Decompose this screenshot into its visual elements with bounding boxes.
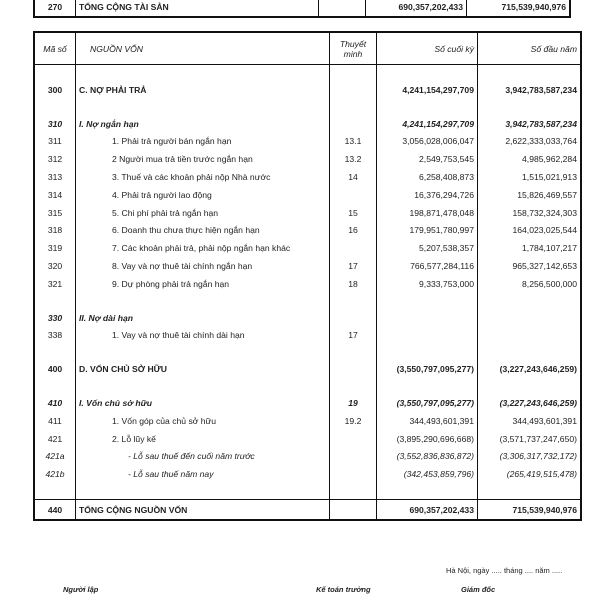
row-end-value: (3,552,836,836,872) <box>377 448 478 466</box>
row-name: C. NỢ PHẢI TRẢ <box>76 81 330 99</box>
row-end-value: (3,895,290,696,668) <box>377 430 478 448</box>
row-name: 7. Các khoản phải trả, phải nộp ngắn hạn khác <box>76 239 330 257</box>
row-begin-value: 4,985,962,284 <box>478 150 582 168</box>
row-end-value: 16,376,294,726 <box>377 186 478 204</box>
row-note <box>330 239 377 257</box>
row-name: 1. Vay và nợ thuê tài chính dài hạn <box>76 327 330 345</box>
table-row <box>34 448 581 466</box>
row-note <box>319 0 366 17</box>
row-code: 440 <box>34 500 76 521</box>
row-note: 19 <box>330 394 377 412</box>
row-end-value: 2,549,753,545 <box>377 150 478 168</box>
table-row <box>34 204 581 222</box>
table-row <box>34 412 581 430</box>
row-note: 14 <box>330 168 377 186</box>
row-begin-value <box>478 327 582 345</box>
director-signature-label: Giám đốc <box>461 585 496 594</box>
spacer <box>34 378 581 394</box>
row-code: 410 <box>34 394 76 412</box>
table-row <box>34 168 581 186</box>
row-end-value: 4,241,154,297,709 <box>377 81 478 99</box>
preparer-signature-label: Người lập <box>63 585 99 594</box>
table-row <box>34 81 581 99</box>
table-row <box>34 186 581 204</box>
row-end-value: 4,241,154,297,709 <box>377 115 478 133</box>
row-begin-value: 8,256,500,000 <box>478 275 582 293</box>
row-code: 330 <box>34 309 76 327</box>
row-code: 315 <box>34 204 76 222</box>
row-code: 270 <box>34 0 76 17</box>
row-code: 400 <box>34 360 76 378</box>
row-begin-value: 1,784,107,217 <box>478 239 582 257</box>
row-begin-value: 3,942,783,587,234 <box>478 81 582 99</box>
row-code: 300 <box>34 81 76 99</box>
row-name: - Lỗ sau thuế đến cuối năm trước <box>76 448 330 466</box>
header-note-line1: Thuyết <box>339 38 367 49</box>
row-name: 1. Phải trả người bán ngắn hạn <box>76 133 330 151</box>
table-row <box>34 309 581 327</box>
header-note <box>330 32 377 65</box>
table-row <box>34 133 581 151</box>
row-begin-value <box>478 309 582 327</box>
row-name: II. Nợ dài hạn <box>76 309 330 327</box>
spacer <box>34 65 581 82</box>
row-note: 17 <box>330 257 377 275</box>
row-note: 16 <box>330 222 377 240</box>
row-begin-value: 15,826,469,557 <box>478 186 582 204</box>
row-begin-value: (3,306,317,732,172) <box>478 448 582 466</box>
header-name: NGUỒN VỐN <box>76 32 330 65</box>
row-end-value: 198,871,478,048 <box>377 204 478 222</box>
row-name: 9. Dự phòng phải trả ngắn hạn <box>76 275 330 293</box>
row-note <box>330 309 377 327</box>
row-end-value: 5,207,538,357 <box>377 239 478 257</box>
header-note-line2: minh <box>343 48 363 59</box>
row-end-value: 690,357,202,433 <box>366 0 467 17</box>
table-row <box>34 115 581 133</box>
row-note <box>330 81 377 99</box>
row-end-value: (3,550,797,095,277) <box>377 394 478 412</box>
row-end-value <box>377 309 478 327</box>
row-note: 13.1 <box>330 133 377 151</box>
place-date: Hà Nội, ngày ..... tháng .... năm ..... <box>446 566 563 575</box>
row-name: TỔNG CỘNG TÀI SẢN <box>76 0 319 17</box>
row-begin-value: 158,732,324,303 <box>478 204 582 222</box>
table-row <box>34 150 581 168</box>
row-name: I. Vốn chủ sở hữu <box>76 394 330 412</box>
header-code: Mã số <box>34 32 76 65</box>
row-code: 321 <box>34 275 76 293</box>
table-row <box>34 257 581 275</box>
row-name: 2. Lỗ lũy kế <box>76 430 330 448</box>
row-name: TỔNG CỘNG NGUỒN VỐN <box>76 500 330 521</box>
row-code: 421a <box>34 448 76 466</box>
row-code: 421 <box>34 430 76 448</box>
row-code: 313 <box>34 168 76 186</box>
row-begin-value: 2,622,333,033,764 <box>478 133 582 151</box>
row-note <box>330 430 377 448</box>
row-note: 18 <box>330 275 377 293</box>
row-note: 17 <box>330 327 377 345</box>
row-end-value: (3,550,797,095,277) <box>377 360 478 378</box>
row-note: 15 <box>330 204 377 222</box>
row-code: 319 <box>34 239 76 257</box>
row-begin-value: 3,942,783,587,234 <box>478 115 582 133</box>
row-name: 3. Thuế và các khoản phải nộp Nhà nước <box>76 168 330 186</box>
row-end-value: 3,056,028,006,047 <box>377 133 478 151</box>
total-row <box>34 500 581 521</box>
table-header <box>34 32 581 65</box>
row-code: 314 <box>34 186 76 204</box>
row-code: 311 <box>34 133 76 151</box>
row-end-value: 344,493,601,391 <box>377 412 478 430</box>
row-note: 19.2 <box>330 412 377 430</box>
row-begin-value: (3,227,243,646,259) <box>478 394 582 412</box>
row-name: D. VỐN CHỦ SỞ HỮU <box>76 360 330 378</box>
row-end-value: 690,357,202,433 <box>377 500 478 521</box>
table-row <box>34 360 581 378</box>
capital-sources-table <box>33 31 582 521</box>
row-code: 310 <box>34 115 76 133</box>
row-begin-value: 1,515,021,913 <box>478 168 582 186</box>
row-end-value: 179,951,780,997 <box>377 222 478 240</box>
spacer <box>34 483 581 500</box>
row-begin-value: 715,539,940,976 <box>467 0 571 17</box>
row-note <box>330 115 377 133</box>
table-row <box>34 394 581 412</box>
row-end-value <box>377 327 478 345</box>
header-end: Số cuối kỳ <box>377 32 478 65</box>
assets-total-row <box>34 0 570 17</box>
row-code: 320 <box>34 257 76 275</box>
row-begin-value: (265,419,515,478) <box>478 465 582 483</box>
table-row <box>34 465 581 483</box>
table-row <box>34 239 581 257</box>
row-note <box>330 465 377 483</box>
row-name: 1. Vốn góp của chủ sở hữu <box>76 412 330 430</box>
row-name: 8. Vay và nợ thuê tài chính ngắn hạn <box>76 257 330 275</box>
row-name: I. Nợ ngắn hạn <box>76 115 330 133</box>
row-note <box>330 360 377 378</box>
spacer <box>34 293 581 309</box>
row-note <box>330 448 377 466</box>
row-code: 338 <box>34 327 76 345</box>
row-note <box>330 500 377 521</box>
row-end-value: 6,258,408,873 <box>377 168 478 186</box>
table-row <box>34 275 581 293</box>
row-note <box>330 186 377 204</box>
row-name: 6. Doanh thu chưa thực hiện ngắn hạn <box>76 222 330 240</box>
row-begin-value: 715,539,940,976 <box>478 500 582 521</box>
row-end-value: 766,577,284,116 <box>377 257 478 275</box>
row-note: 13.2 <box>330 150 377 168</box>
row-begin-value: 344,493,601,391 <box>478 412 582 430</box>
row-begin-value: 965,327,142,653 <box>478 257 582 275</box>
row-end-value: 9,333,753,000 <box>377 275 478 293</box>
row-begin-value: (3,227,243,646,259) <box>478 360 582 378</box>
row-code: 318 <box>34 222 76 240</box>
row-name: 4. Phải trả người lao động <box>76 186 330 204</box>
chief-accountant-signature-label: Kế toán trưởng <box>316 585 371 594</box>
row-begin-value: 164,023,025,544 <box>478 222 582 240</box>
row-code: 421b <box>34 465 76 483</box>
table-row <box>34 327 581 345</box>
assets-total-table <box>33 0 571 18</box>
row-name: 2 Người mua trả tiền trước ngắn hạn <box>76 150 330 168</box>
table-row <box>34 430 581 448</box>
row-code: 411 <box>34 412 76 430</box>
row-name: - Lỗ sau thuế năm nay <box>76 465 330 483</box>
table-row <box>34 222 581 240</box>
row-name: 5. Chi phí phải trả ngắn hạn <box>76 204 330 222</box>
row-code: 312 <box>34 150 76 168</box>
row-end-value: (342,453,859,796) <box>377 465 478 483</box>
spacer <box>34 99 581 115</box>
row-begin-value: (3,571,737,247,650) <box>478 430 582 448</box>
header-begin: Số đầu năm <box>478 32 582 65</box>
spacer <box>34 344 581 360</box>
